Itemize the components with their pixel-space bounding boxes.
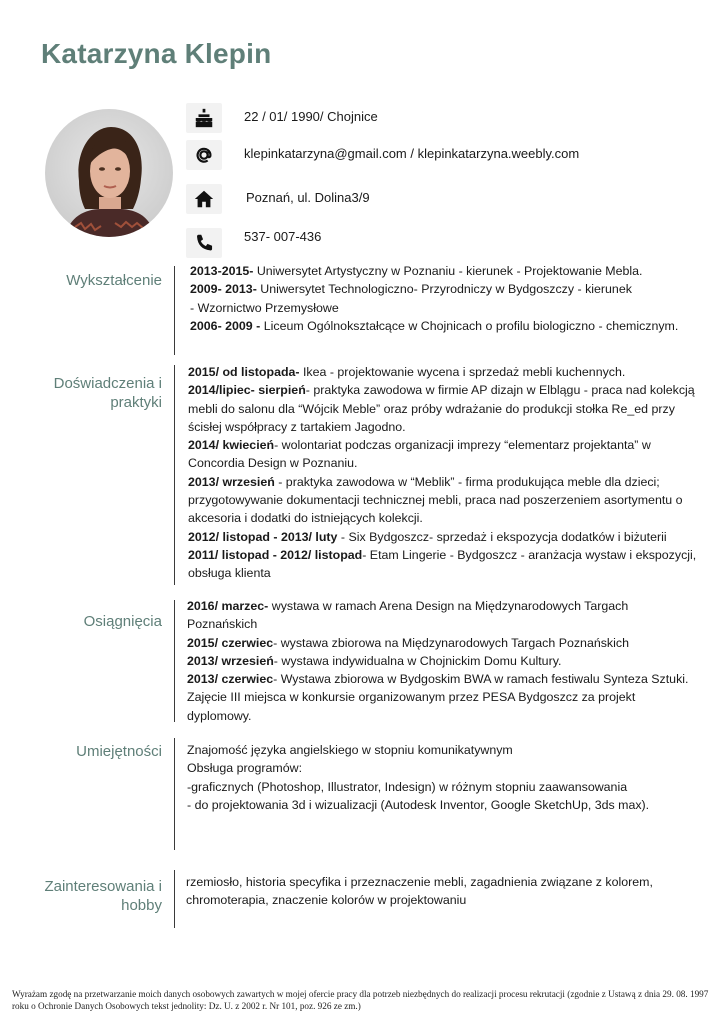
achievements-line: 2015/ czerwiec- wystawa zbiorowa na Międzynarodowych Targach Poznańskich [187,635,629,650]
interests-line: chromoterapia, znaczenie kolorów w projektowaniu [186,893,467,908]
experience-line: 2011/ listopad - 2012/ listopad- Etam Lingerie - Bydgoszcz - aranżacja wystaw i ekspozycji, [188,547,697,562]
education-line: 2013-2015- Uniwersytet Artystyczny w Poznaniu - kierunek - Projektowanie Mebla. [190,264,643,278]
phone-info: 537- 007-436 [244,229,322,244]
education-body [190,262,678,335]
skills-label: Umiejętności [76,743,162,760]
experience-line: 2015/ od listopada- Ikea - projektowanie wycena i sprzedaż mebli kuchennych. [188,365,626,379]
achievements-line: 2016/ marzec- wystawa w ramach Arena Design na Międzynarodowych Targach [187,599,629,613]
experience-line: mebli do salonu dla “Wójcik Meble” oraz próby wdrażanie do produkcji stołka Re_ed przy [188,401,675,416]
at-sign-icon [186,140,222,170]
skills-line: - do projektowania 3d i wizualizacji (Autodesk Inventor, Google SketchUp, 3ds max). [187,797,650,812]
experience-label: Doświadczenia i praktyki [53,375,162,411]
experience-line: Concordia Design w Poznaniu. [188,456,358,471]
skills-line: Znajomość języka angielskiego w stopniu komunikatywnym [187,743,513,757]
skills-line: Obsługa programów: [187,761,303,776]
experience-line: przygotowywanie dokumentacji technicznej mebli, praca nad poszerzeniem asortymentu o [188,493,683,508]
achievements-line: Poznańskich [187,617,258,632]
achievements-line: Zajęcie III miejsca w konkursie organizowanym przez PESA Bydgoszcz za projekt [187,690,636,705]
skills-line: -graficznych (Photoshop, Illustrator, Indesign) w różnym stopniu zaawansowania [187,779,628,794]
experience-line: 2013/ wrzesień - praktyka zawodowa w “Meblik” - firma produkująca meble dla dzieci; [188,474,660,489]
experience-line: 2014/ kwiecień- wolontariat podczas organizacji imprezy “elementarz projektanta” w [188,438,651,453]
experience-line: akcesoria i dodatki do istniejących kolekcji. [188,511,423,526]
birth-info: 22 / 01/ 1990/ Chojnice [244,109,378,124]
education-line: 2006- 2009 - Liceum Ogólnokształcące w Chojnicach o profilu biologiczno - chemicznym. [190,318,679,333]
achievements-body [187,597,688,725]
address-info: Poznań, ul. Dolina3/9 [246,190,370,205]
education-divider [174,266,175,355]
experience-divider [174,365,175,585]
experience-line: obsługa klienta [188,566,271,581]
birthday-cake-icon [186,103,222,133]
achievements-line: 2013/ czerwiec- Wystawa zbiorowa w Bydgoskim BWA w ramach festiwalu Synteza Sztuki. [187,672,689,687]
skills-body [187,741,649,814]
phone-icon [186,228,222,258]
experience-body [188,363,696,583]
skills-divider [174,738,175,850]
achievements-divider [174,600,175,722]
interests-divider [174,870,175,928]
interests-label: Zainteresowania i hobby [44,878,162,914]
achievements-line: 2013/ wrzesień- wystawa indywidualna w Chojnickim Domu Kultury. [187,653,562,668]
interests-line: rzemiosło, historia specyfika i przeznaczenie mebli, zagadnienia związane z kolorem, [186,875,653,889]
education-line: 2009- 2013- Uniwersytet Technologiczno- Przyrodniczy w Bydgoszczy - kierunek [190,282,632,297]
profile-photo [45,109,173,237]
person-name: Katarzyna Klepin [41,38,272,69]
email-link[interactable]: klepinkatarzyna@gmail.com / klepinkatarzyna.weebly.com [244,146,580,161]
experience-line: 2014/lipiec- sierpień- praktyka zawodowa w firmie AP dizajn w Elblągu - praca nad kolekcją [188,383,695,398]
gdpr-consent-footer: Wyrażam zgodę na przetwarzanie moich danych osobowych zawartych w mojej ofercie pracy dla potrzeb niezbędnych do realizacji procesu rekrutacji (zgodnie z Ustawą z dnia 29. 08. 1997 roku o Ochronie Danych Osobowych tekst jednolity: Dz. U. z 2002 r. Nr 101, poz. 926 ze zm.) [12,989,709,1011]
education-label: Wykształcenie [66,272,162,289]
interests-body [186,873,653,910]
achievements-line: dyplomowy. [187,708,252,723]
home-icon [186,184,222,214]
achievements-label: Osiągnięcia [83,613,162,630]
education-line: - Wzornictwo Przemysłowe [190,300,339,315]
experience-line: ścisłej współpracy z tartakiem Jagodno. [188,419,406,434]
experience-line: 2012/ listopad - 2013/ luty - Six Bydgoszcz- sprzedaż i ekspozycja dodatków i biżuterii [188,529,667,544]
